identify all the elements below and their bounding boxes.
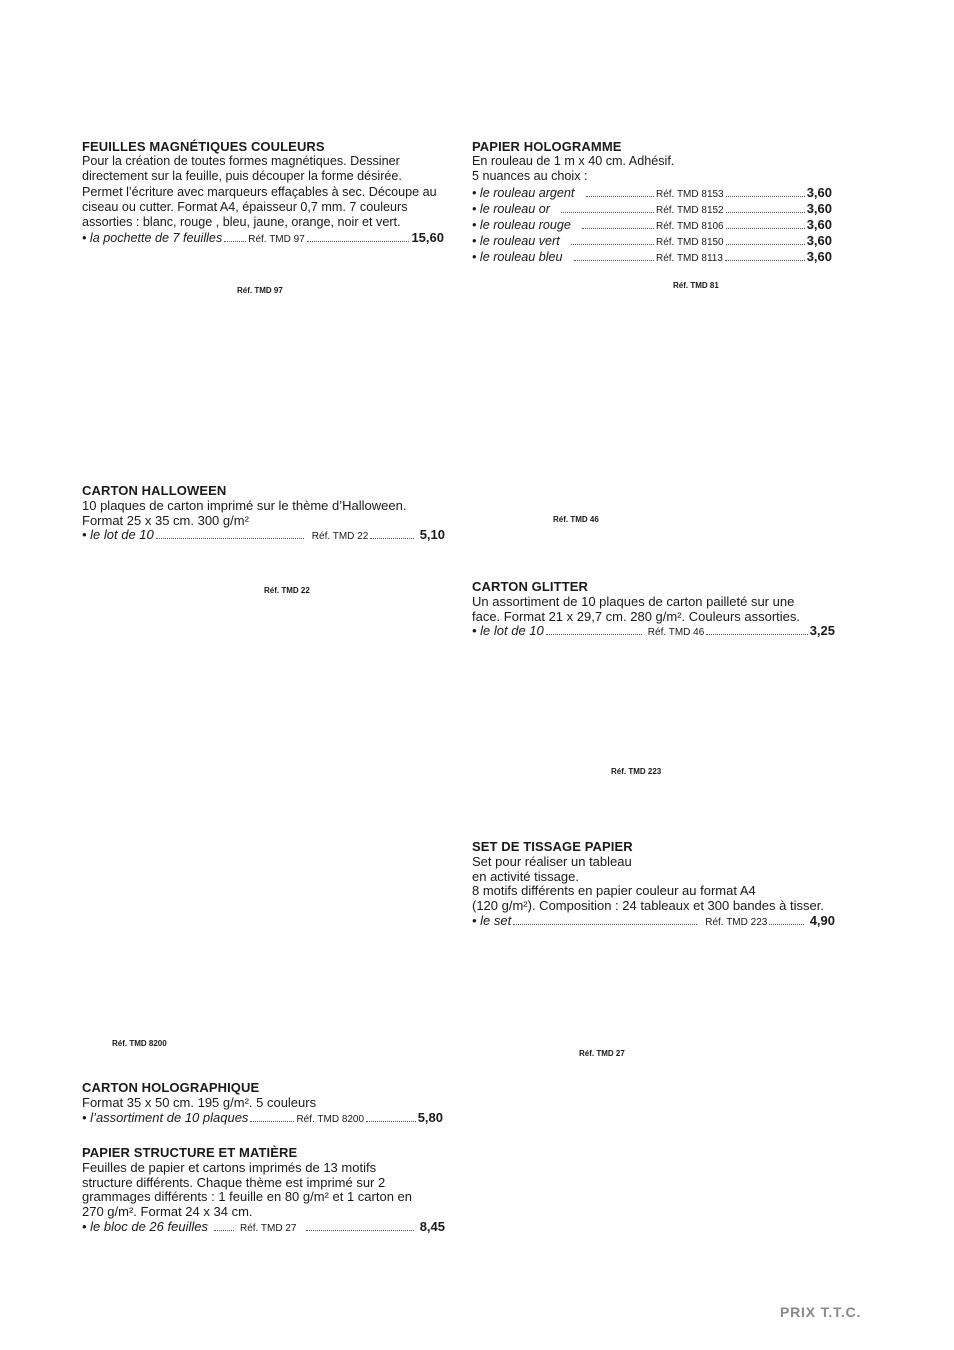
price-item (472, 249, 832, 265)
product-carton-glitter (472, 580, 835, 641)
leader-dots (546, 634, 642, 635)
product-papier-structure (82, 1146, 445, 1237)
leader-dots (250, 1121, 294, 1122)
price-item (472, 201, 832, 217)
footer-prix-ttc: PRIX T.T.C. (780, 1304, 862, 1320)
item-price: 3,60 (806, 248, 832, 264)
item-ref: Réf. TMD 8113 (656, 252, 723, 264)
description-line: Pour la création de toutes formes magnétiques. Dessiner (82, 154, 400, 169)
item-price: 8,45 (419, 1218, 445, 1234)
description-line: (120 g/m²). Composition : 24 tableaux et 300 bandes à tisser. (472, 898, 824, 914)
description-line: En rouleau de 1 m x 40 cm. Adhésif. (472, 154, 675, 169)
item-ref: Réf. TMD 46 (647, 627, 705, 639)
product-title: PAPIER STRUCTURE ET MATIÈRE (82, 1145, 298, 1160)
product-title: CARTON GLITTER (472, 579, 588, 594)
item-name: • le lot de 10 (82, 527, 154, 543)
leader-dots (370, 538, 413, 539)
leader-dots (586, 196, 654, 197)
description-line: assorties : blanc, rouge , bleu, jaune, orange, noir et vert. (82, 215, 401, 230)
item-ref: Réf. TMD 27 (239, 1222, 297, 1234)
product-title: CARTON HOLOGRAPHIQUE (82, 1080, 260, 1095)
price-item (472, 624, 835, 641)
product-feuilles-magnetiques (82, 139, 444, 247)
item-name: • le rouleau or (472, 201, 550, 216)
item-name: • le rouleau vert (472, 233, 560, 248)
leader-dots (726, 212, 805, 213)
description-line: Format 25 x 35 cm. 300 g/m² (82, 512, 249, 528)
item-price: 3,25 (809, 623, 835, 639)
image-caption: Réf. TMD 22 (264, 586, 310, 595)
item-name: • le rouleau rouge (472, 217, 571, 232)
leader-dots (571, 244, 654, 245)
price-item (82, 230, 444, 247)
description-line: Format 35 x 50 cm. 195 g/m². 5 couleurs (82, 1094, 317, 1110)
price-item (82, 1111, 443, 1128)
item-price: 5,80 (417, 1109, 443, 1125)
item-price: 3,60 (806, 184, 832, 200)
description-line: Feuilles de papier et cartons imprimés de 13 motifs (82, 1159, 377, 1175)
item-name: • le bloc de 26 feuilles (82, 1218, 208, 1234)
product-carton-halloween (82, 484, 445, 545)
product-title: CARTON HALLOWEEN (82, 483, 227, 498)
item-price: 15,60 (411, 230, 444, 246)
item-price: 4,90 (809, 912, 835, 928)
description-line: structure différents. Chaque thème est imprimé sur 2 (82, 1174, 386, 1190)
item-price: 3,60 (806, 232, 832, 248)
description-line: en activité tissage. (472, 868, 579, 884)
price-item (472, 233, 832, 249)
image-caption: Réf. TMD 8200 (112, 1039, 167, 1048)
item-name: • l’assortiment de 10 plaques (82, 1109, 249, 1125)
item-ref: Réf. TMD 97 (248, 234, 305, 246)
item-name: • le rouleau argent (472, 185, 575, 200)
description-line: 8 motifs différents en papier couleur au format A4 (472, 883, 756, 899)
image-caption: Réf. TMD 223 (611, 767, 662, 776)
description-line: Set pour réaliser un tableau (472, 853, 632, 869)
item-name: • la pochette de 7 feuilles (82, 231, 223, 246)
item-name: • le lot de 10 (472, 623, 544, 639)
leader-dots (224, 241, 246, 242)
leader-dots (726, 196, 805, 197)
leader-dots (706, 634, 807, 635)
description-line: 5 nuances au choix : (472, 169, 588, 184)
image-caption: Réf. TMD 81 (673, 281, 719, 290)
image-caption: Réf. TMD 97 (237, 286, 283, 295)
image-caption: Réf. TMD 27 (579, 1049, 625, 1058)
leader-dots (769, 924, 803, 925)
product-title: FEUILLES MAGNÉTIQUES COULEURS (82, 139, 325, 154)
item-price: 3,60 (806, 216, 832, 232)
price-item (472, 217, 832, 233)
item-ref: Réf. TMD 8150 (656, 236, 724, 248)
price-item (472, 185, 832, 201)
description-line: Permet l’écriture avec marqueurs effaçables à sec. Découpe au (82, 184, 437, 199)
description-line: ciseau ou cutter. Format A4, épaisseur 0,7 mm. 7 couleurs (82, 199, 408, 214)
item-ref: Réf. TMD 8106 (656, 220, 724, 232)
leader-dots (726, 228, 805, 229)
description-line: 270 g/m². Format 24 x 34 cm. (82, 1204, 253, 1220)
item-ref: Réf. TMD 8153 (656, 188, 724, 200)
item-ref: Réf. TMD 223 (705, 916, 768, 928)
item-ref: Réf. TMD 8152 (656, 204, 724, 216)
leader-dots (366, 1121, 416, 1122)
item-name: • le rouleau bleu (472, 249, 563, 264)
item-price: 3,60 (806, 200, 832, 216)
price-item (82, 1220, 445, 1237)
leader-dots (561, 212, 654, 213)
image-caption: Réf. TMD 46 (553, 515, 599, 524)
description-line: Un assortiment de 10 plaques de carton pailleté sur une (472, 593, 795, 609)
product-title: PAPIER HOLOGRAMME (472, 139, 622, 154)
product-papier-hologramme (472, 139, 832, 265)
description-line: 10 plaques de carton imprimé sur le thème d’Halloween. (82, 497, 407, 513)
product-title: SET DE TISSAGE PAPIER (472, 839, 633, 854)
item-ref: Réf. TMD 8200 (296, 1113, 365, 1125)
leader-dots (726, 244, 805, 245)
leader-dots (306, 1230, 413, 1231)
leader-dots (582, 228, 654, 229)
price-item (82, 528, 445, 545)
product-carton-holographique (82, 1081, 443, 1127)
leader-dots (214, 1230, 234, 1231)
leader-dots (307, 241, 410, 242)
description-line: directement sur la feuille, puis découper la forme désirée. (82, 169, 402, 184)
description-line: face. Format 21 x 29,7 cm. 280 g/m². Couleurs assorties. (472, 608, 801, 624)
item-price: 5,10 (419, 527, 445, 543)
product-set-tissage (472, 840, 835, 931)
description-line: grammages différents : 1 feuille en 80 g/m² et 1 carton en (82, 1189, 412, 1205)
item-ref: Réf. TMD 22 (311, 531, 369, 543)
item-name: • le set (472, 912, 512, 928)
leader-dots (574, 260, 654, 261)
leader-dots (156, 538, 304, 539)
leader-dots (513, 924, 697, 925)
leader-dots (725, 260, 805, 261)
price-item (472, 914, 835, 931)
